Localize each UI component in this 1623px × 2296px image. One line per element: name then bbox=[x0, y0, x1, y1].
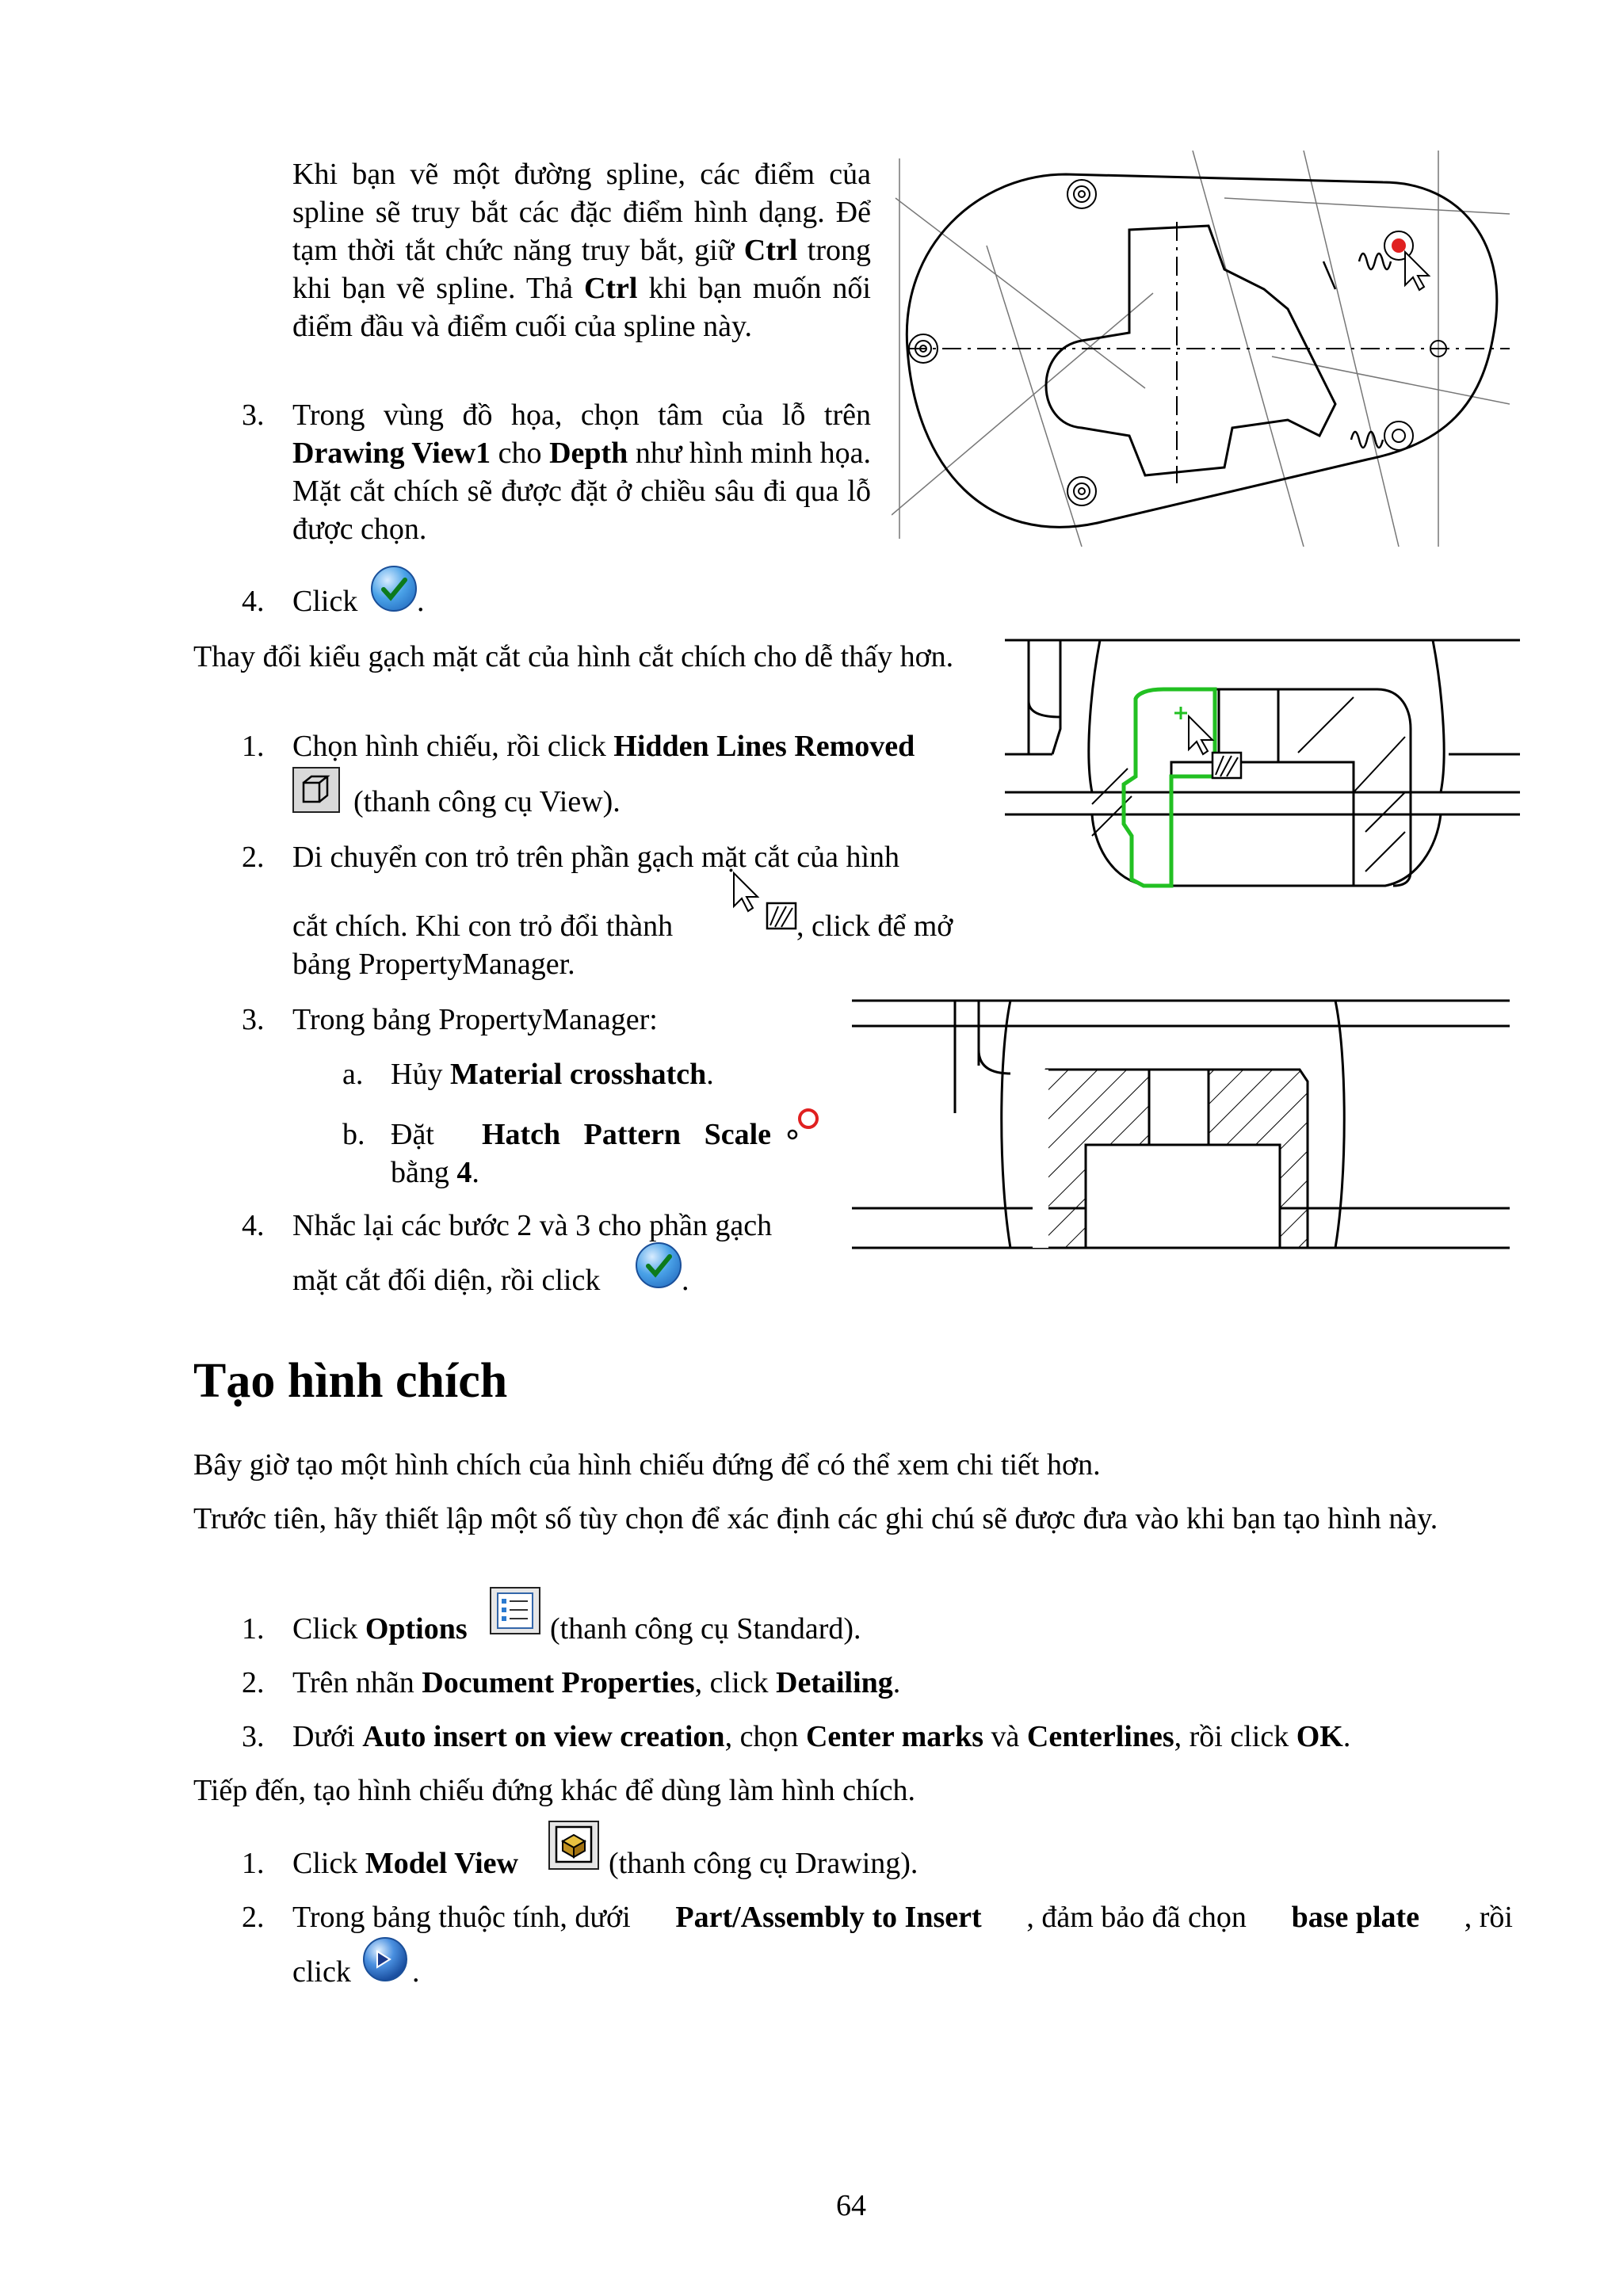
section-heading: Tạo hình chích bbox=[193, 1354, 508, 1408]
step-number: 3. bbox=[242, 1003, 265, 1036]
next-arrow-icon bbox=[361, 1936, 409, 1983]
step-number: 2. bbox=[242, 841, 265, 874]
substep-letter: a. bbox=[342, 1058, 364, 1091]
paragraph: Tiếp đến, tạo hình chiếu đứng khác để dùng làm hình chích. bbox=[193, 1774, 915, 1807]
step-number: 3. bbox=[242, 399, 265, 432]
step-number: 1. bbox=[242, 1847, 265, 1880]
model-view-icon bbox=[548, 1821, 599, 1870]
hatch-cursor-icon bbox=[731, 870, 802, 937]
options-icon bbox=[490, 1587, 540, 1634]
hatch-step-2-line2b: , click để mở bbox=[796, 910, 953, 943]
paragraph: Trước tiên, hãy thiết lập một số tùy chọn để xác định các ghi chú sẽ được đưa vào khi bạn tạo hình này. bbox=[193, 1502, 1438, 1535]
hatch-step-2-line1: Di chuyển con trỏ trên phần gạch mặt cắt của hình bbox=[292, 841, 900, 874]
hatch-step-4-line1: Nhắc lại các bước 2 và 3 cho phần gạch bbox=[292, 1209, 773, 1242]
options-step-1-toolbar: (thanh công cụ Standard). bbox=[550, 1612, 861, 1646]
step-number: 2. bbox=[242, 1666, 265, 1699]
ok-check-icon bbox=[371, 566, 417, 612]
hatch-step-4-line2: mặt cắt đối diện, rồi click bbox=[292, 1264, 601, 1297]
ctrl-key-2: Ctrl bbox=[583, 272, 638, 305]
view-step-2-line2: click bbox=[292, 1955, 351, 1989]
hidden-lines-removed-icon bbox=[292, 767, 340, 813]
step-number: 1. bbox=[242, 730, 265, 763]
step-number: 1. bbox=[242, 1612, 265, 1646]
view-step-2-line1: Trong bảng thuộc tính, dưới Part/Assembly to Insert , đảm bảo đã chọn base plate , rồi bbox=[292, 1901, 1513, 1934]
ctrl-key: Ctrl bbox=[743, 234, 798, 267]
ok-check-icon bbox=[636, 1242, 682, 1288]
hatch-step-3a-text: Hủy Material crosshatch. bbox=[391, 1058, 714, 1091]
cursor-icon bbox=[1405, 252, 1429, 290]
options-step-1-text: Click Options bbox=[292, 1612, 468, 1646]
hatch-intro-paragraph: Thay đổi kiểu gạch mặt cắt của hình cắt chích cho dễ thấy hơn. bbox=[193, 640, 954, 673]
hatch-step-2-line3: bảng PropertyManager. bbox=[292, 948, 575, 981]
step-number: 2. bbox=[242, 1901, 265, 1934]
selected-hatch-outline bbox=[1124, 689, 1215, 886]
view-step-1-text: Click Model View bbox=[292, 1847, 518, 1880]
paragraph: Bây giờ tạo một hình chích của hình chiếu đứng để có thể xem chi tiết hơn. bbox=[193, 1448, 1101, 1482]
step-number: 3. bbox=[242, 1720, 265, 1753]
period: . bbox=[682, 1264, 689, 1297]
hatch-step-1-toolbar: (thanh công cụ View). bbox=[353, 785, 621, 818]
hatched-section-figure bbox=[852, 994, 1510, 1264]
spline-part-figure bbox=[892, 151, 1510, 547]
options-step-3-text: Dưới Auto insert on view creation, chọn Center marks và Centerlines, rồi click OK. bbox=[292, 1720, 1351, 1753]
view-step-1-toolbar: (thanh công cụ Drawing). bbox=[609, 1847, 918, 1880]
step-4-text: Click bbox=[292, 585, 358, 618]
period: . bbox=[412, 1955, 420, 1989]
period: . bbox=[417, 585, 425, 618]
step-number: 4. bbox=[242, 585, 265, 618]
cursor-icon bbox=[1189, 716, 1212, 754]
options-step-2-text: Trên nhãn Document Properties, click Detailing. bbox=[292, 1666, 901, 1699]
intro-paragraph: Khi bạn vẽ một đường spline, các điểm của spline sẽ truy bắt các đặc điểm hình dạng. Để tạm thời tắt chức năng truy bắt, giữ Ctrl trong khi bạn vẽ spline. Thả Ctrl khi bạn muốn nối điểm đầu và điểm cuối của spline này. bbox=[292, 158, 872, 343]
substep-letter: b. bbox=[342, 1118, 365, 1151]
hatch-step-2-line2: cắt chích. Khi con trỏ đổi thành bbox=[292, 910, 674, 943]
step-number: 4. bbox=[242, 1209, 265, 1242]
page-number: 64 bbox=[836, 2189, 866, 2222]
hatch-step-1-text: Chọn hình chiếu, rồi click Hidden Lines Removed bbox=[292, 730, 915, 763]
selected-hole-marker bbox=[1392, 238, 1406, 253]
hatch-step-3b-line1: Đặt Hatch Pattern Scale bbox=[391, 1118, 771, 1151]
hatch-selection-figure bbox=[1005, 634, 1520, 903]
hatch-scale-icon bbox=[785, 1104, 824, 1144]
hatch-step-3b-line2: bằng 4. bbox=[391, 1156, 479, 1189]
step-3-text: Trong vùng đồ họa, chọn tâm của lỗ trên Drawing View1 cho Depth như hình minh họa. Mặt cắt chích sẽ được đặt ở chiều sâu đi qua lỗ được chọn. bbox=[292, 399, 872, 546]
hatch-step-3-text: Trong bảng PropertyManager: bbox=[292, 1003, 658, 1036]
